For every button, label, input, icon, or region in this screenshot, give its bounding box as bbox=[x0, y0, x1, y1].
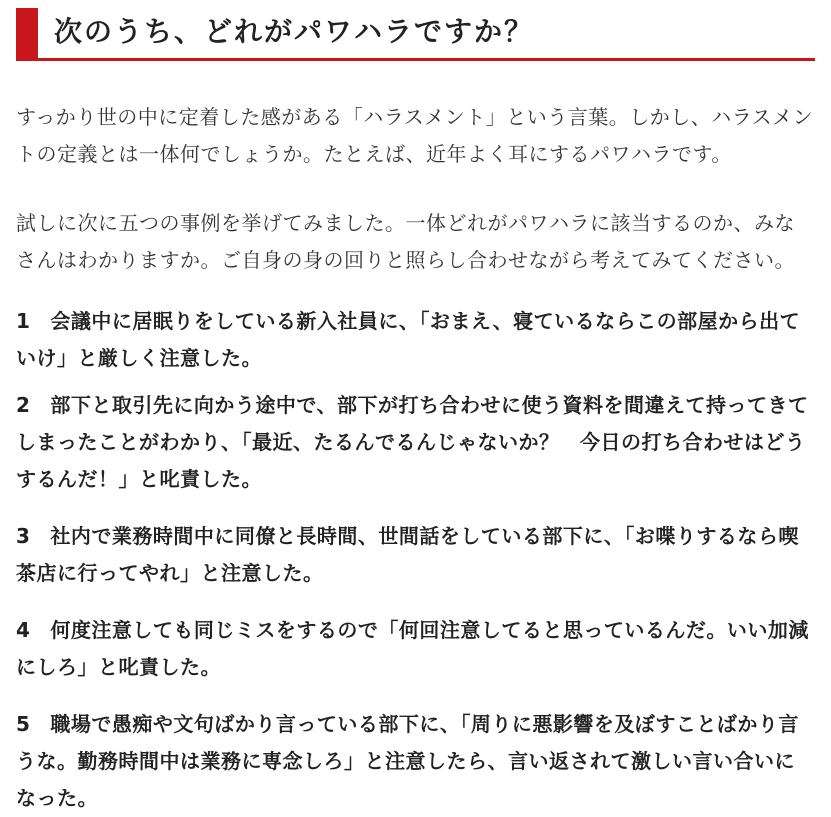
intro-paragraph-1: すっかり世の中に定着した感がある「ハラスメント」という言葉。しかし、ハラスメントの定義とは一体何でしょうか。たとえば、近年よく耳にするパワハラです。 bbox=[16, 105, 814, 166]
section-heading bbox=[16, 8, 815, 61]
intro-paragraph-2: 試しに次に五つの事例を挙げてみました。一体どれがパワハラに該当するのか、みなさんはわかりますか。ご自身の身の回りと照らし合わせながら考えてみてください。 bbox=[16, 211, 795, 272]
case-number: 4 bbox=[16, 618, 31, 642]
heading-accent-bar bbox=[16, 8, 38, 58]
case-text: 会議中に居眠りをしている新入社員に、「おまえ、寝ているならこの部屋から出ていけ」と厳しく注意した。 bbox=[16, 309, 801, 370]
heading-title: 次のうち、どれがパワハラですか？ bbox=[54, 15, 535, 48]
case-number: 1 bbox=[16, 309, 31, 333]
case-text: 部下と取引先に向かう途中で、部下が打ち合わせに使う資料を間違えて持ってきてしまったことがわかり、「最近、たるんでるんじゃないか？ 今日の打ち合わせはどうするんだ！」と叱責した。 bbox=[16, 393, 809, 491]
case-item-1 bbox=[16, 303, 815, 377]
case-item-4 bbox=[16, 612, 815, 686]
case-text: 職場で愚痴や文句ばかり言っている部下に、「周りに悪影響を及ぼすことばかり言うな。勤務時間中は業務に専念しろ」と注意したら、言い返されて激しい言い合いになった。 bbox=[16, 712, 799, 810]
case-number: 2 bbox=[16, 393, 31, 417]
case-number: 3 bbox=[16, 524, 31, 548]
case-number: 5 bbox=[16, 712, 31, 736]
case-item-5 bbox=[16, 706, 815, 817]
case-text: 何度注意しても同じミスをするので「何回注意してると思っているんだ。いい加減にしろ」と叱責した。 bbox=[16, 618, 809, 679]
case-text: 社内で業務時間中に同僚と長時間、世間話をしている部下に、「お喋りするなら喫茶店に行ってやれ」と注意した。 bbox=[16, 524, 799, 585]
article bbox=[0, 8, 831, 812]
case-item-3 bbox=[16, 518, 815, 592]
case-item-2 bbox=[16, 387, 815, 498]
